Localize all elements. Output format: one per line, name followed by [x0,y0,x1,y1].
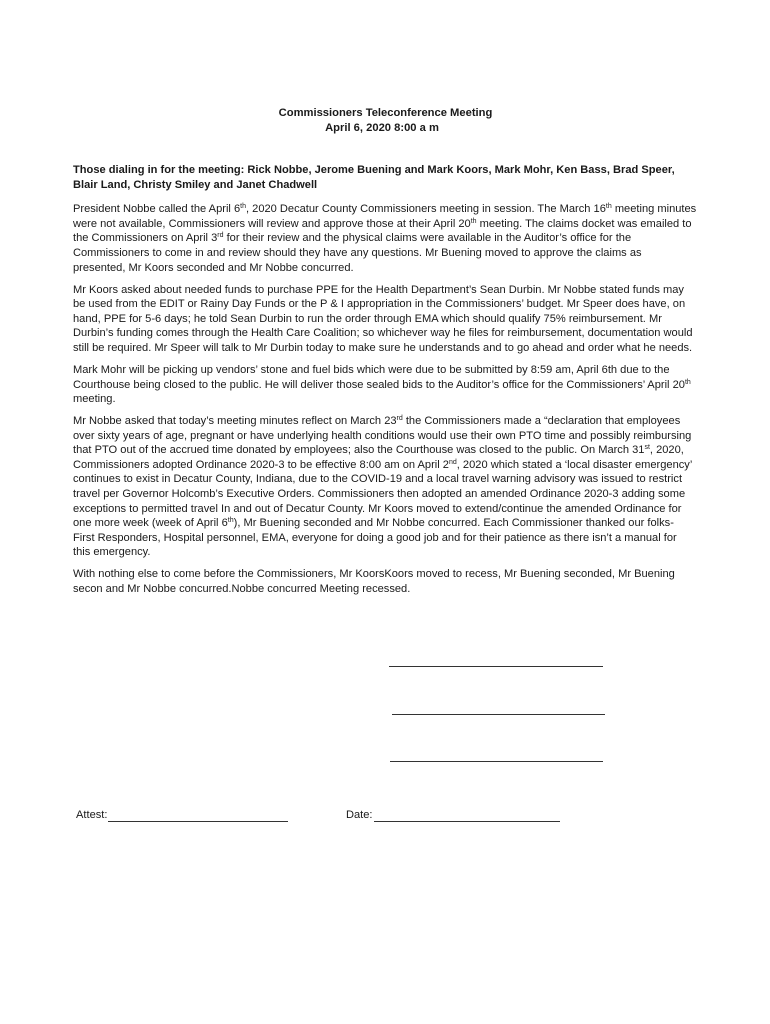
ordinal-suffix: th [227,517,234,525]
paragraph-emergency-ordinance [73,414,697,560]
paragraph-call-to-order [73,202,697,275]
attendees-paragraph: Those dialing in for the meeting: Rick Nobbe, Jerome Buening and Mark Koors, Mark Mohr, Ken Bass, Brad Speer, Blair Land, Christy Smiley and Janet Chadwell [73,164,675,191]
ordinal-suffix: th [684,378,691,386]
document-title [0,106,770,136]
text-run: the Commissioners made a “declaration that employees over sixty years of age, pregnant or have underlying health conditions would use their own PTO time and possibly reimbursing that PTO out of the accrued time donated by employees; also the Courthouse was closed to the public. On March 31 [73,415,692,457]
date-blank-line [374,810,560,822]
text-run: meeting. [73,393,116,406]
text-run: Mr Nobbe asked that today’s meeting minutes reflect on March 23 [73,415,397,428]
paragraph-bids [73,363,697,407]
date-field [346,808,560,822]
minutes-body [73,163,697,604]
text-run: , 2020 Decatur County Commissioners meeting in session. The March 16 [245,203,606,216]
signature-line [392,713,605,715]
meeting-date: April 6, 2020 8:00 a m [325,122,439,134]
attest-label: Attest: [76,809,108,821]
text-run: , 2020, Commissioners adopted Ordinance 2020-3 to be effective 8:00 am on April 2 [73,444,684,471]
paragraph-recess: With nothing else to come before the Commissioners, Mr KoorsKoors moved to recess, Mr Buening seconded, Mr Buening secon and Mr Nobbe concurred.Nobbe concurred Meeting recessed. [73,568,675,595]
text-run: meeting. The claims docket was emailed to the Commissioners on April 3 [73,217,692,245]
ordinal-suffix: th [605,203,612,211]
ordinal-suffix: rd [217,232,224,240]
meeting-title: Commissioners Teleconference Meeting [278,107,493,119]
text-run: President Nobbe called the April 6 [73,203,241,216]
signature-line [389,665,603,667]
ordinal-suffix: nd [448,458,457,466]
ordinal-suffix: th [470,217,477,225]
paragraph-ppe-funds: Mr Koors asked about needed funds to purchase PPE for the Health Department’s Sean Durbin. Mr Nobbe stated funds may be used from the EDIT or Rainy Day Funds or the P & I appropriation in the Commissioners’ budget. Mr Speer does have, on hand, PPE for 5-6 days; he told Sean Durbin to run the order through EMA which should qualify 75% reimbursement. Mr Durbin’s funding comes through the Health Care Coalition; so whichever way he files for reimbursement, documentation would still be required. Mr Speer will talk to Mr Durbin today to make sure he understands and to go ahead and order what he needs. [73,283,693,354]
text-run: for their review and the physical claims were available in the Auditor’s office for the Commissioners to come in and review should they have any questions. Mr Buening moved to approve the claims as presented, Mr Koors seconded and Mr Nobbe concurred. [73,232,642,274]
ordinal-suffix: th [240,203,246,211]
signature-line [390,760,603,762]
attest-blank-line [108,810,288,822]
attest-field [76,808,288,822]
text-run: meeting minutes were not available, Commissioners will review and approve those at their April 20 [73,203,697,230]
ordinal-suffix: rd [396,415,403,423]
date-label: Date: [346,809,373,821]
text-run: , 2020 which stated a ‘local disaster emergency’ continues to exist in Decatur County, Indiana, due to the COVID-19 and a local travel warning advisory was issued to restrict travel per Governor Holcomb’s Executive Orders. Commissioners then adopted an amended Ordinance 2020-3 adding some exceptions to permitted travel In and out of Decatur County. Mr Koors moved to extend/continue the amended Ordinance for one more week (week of April 6 [73,458,692,530]
text-run: ), Mr Buening seconded and Mr Nobbe concurred. Each Commissioner thanked our folks- First Responders, Hospital personnel, EMA, everyone for doing a good job and for their patience as there isn’t a manual for this emergency. [73,517,677,559]
ordinal-suffix: st [644,444,650,452]
text-run: Mark Mohr will be picking up vendors’ stone and fuel bids which were due to be submitted by 8:59 am, April 6th due to the Courthouse being closed to the public. He will deliver those sealed bids to the Auditor’s office for the Commissioners’ April 20 [73,363,685,391]
